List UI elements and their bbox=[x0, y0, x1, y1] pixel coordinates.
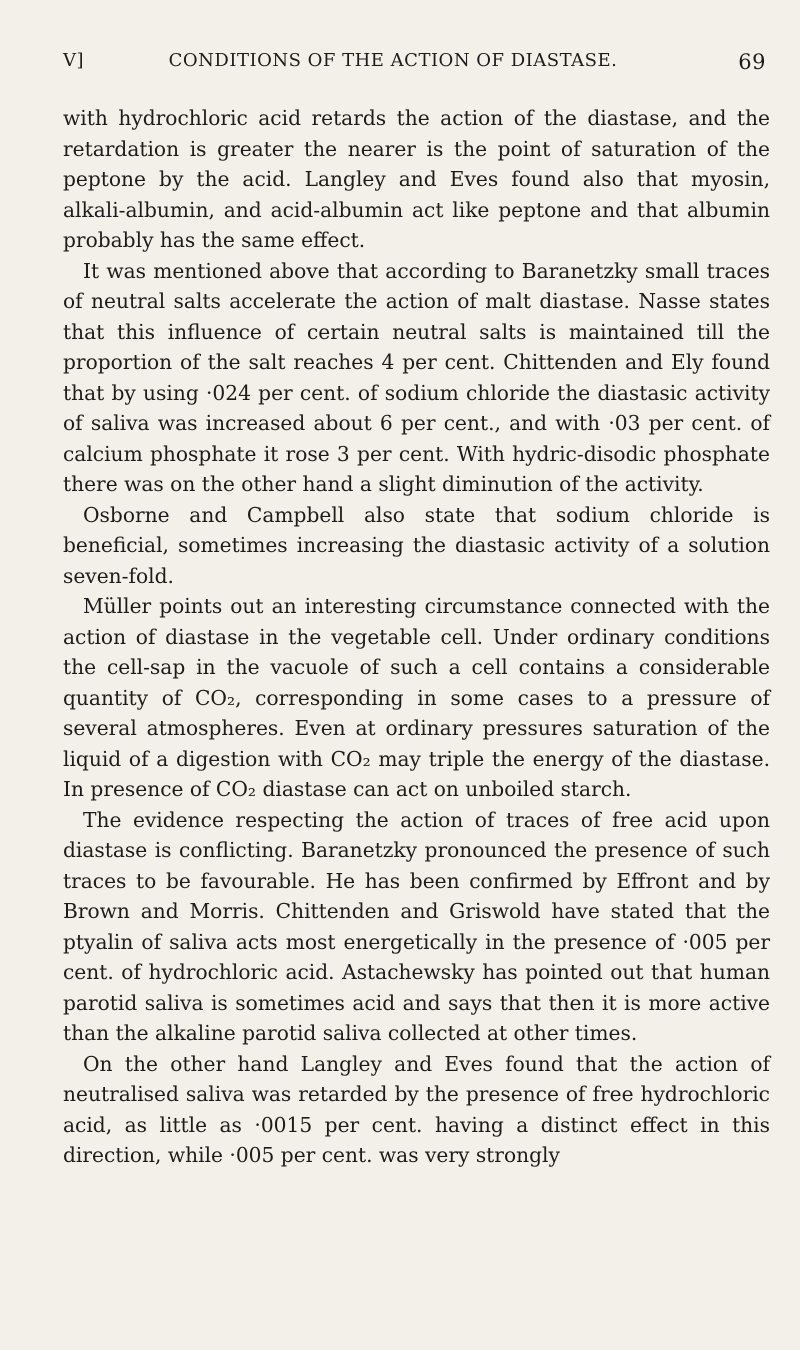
paragraph-continuation: with hydrochloric acid retards the action of the diastase, and the retardation is greater the nearer is the point of saturation of the peptone by the acid. Langley and Eves found also that myosin, alkali-albumin, and acid-albumin act like peptone and that albumin probably has the same effect. bbox=[63, 106, 770, 252]
running-head bbox=[63, 50, 766, 80]
paragraph-muller: Müller points out an interesting circumstance connected with the action of diastase in the vegetable cell. Under ordinary conditions the cell-sap in the vacuole of such a cell contains a considerable quantity of CO₂, corresponding in some cases to a pressure of several atmospheres. Even at ordinary pressures saturation of the liquid of a digestion with CO₂ may triple the energy of the diastase. In presence of CO₂ diastase can act on unboiled starch. bbox=[63, 594, 770, 801]
paragraph-neutral-salts: It was mentioned above that according to Baranetzky small traces of neutral salts accelerate the action of malt diastase. Nasse states that this influence of certain neutral salts is maintained till the proportion of the salt reaches 4 per cent. Chittenden and Ely found that by using ·024 per cent. of sodium chloride the diastasic activity of saliva was increased about 6 per cent., and with ·03 per cent. of calcium phosphate it rose 3 per cent. With hydric-disodic phosphate there was on the other hand a slight diminution of the activity. bbox=[63, 258, 770, 496]
paragraph-osborne-campbell: Osborne and Campbell also state that sodium chloride is beneficial, sometimes increasing the diastasic activity of a solution seven-fold. bbox=[63, 502, 770, 588]
page-number: 69 bbox=[738, 50, 766, 74]
running-title: CONDITIONS OF THE ACTION OF DIASTASE. bbox=[168, 50, 618, 71]
paragraph-langley-eves: On the other hand Langley and Eves found that the action of neutralised saliva was retarded by the presence of free hydrochloric acid, as little as ·0015 per cent. having a distinct effect in this direction, while ·005 per cent. was very strongly bbox=[63, 1051, 770, 1167]
chapter-number: V] bbox=[63, 50, 85, 71]
paragraph-free-acid: The evidence respecting the action of traces of free acid upon diastase is conflicting. Baranetzky pronounced the presence of such traces to be favourable. He has been confirmed by Effront and by Brown and Morris. Chittenden and Griswold have stated that the ptyalin of saliva acts most energetically in the presence of ·005 per cent. of hydrochloric acid. Astachewsky has pointed out that human parotid saliva is sometimes acid and says that then it is more active than the alkaline parotid saliva collected at other times. bbox=[63, 807, 770, 1045]
body-text bbox=[63, 103, 770, 1171]
